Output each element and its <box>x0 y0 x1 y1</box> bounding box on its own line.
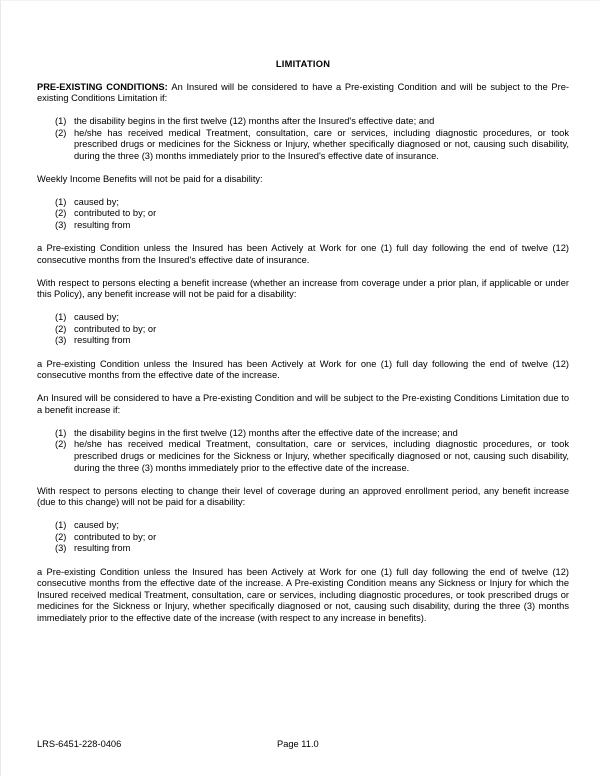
list-marker: (2) <box>55 439 67 450</box>
list-item <box>37 428 569 440</box>
list-item-text: the disability begins in the first twelve (12) months after the Insured's effective date; and <box>74 115 435 126</box>
list-item <box>37 532 569 544</box>
list-marker: (3) <box>55 219 67 230</box>
list-marker: (1) <box>55 115 67 126</box>
list-marker: (1) <box>55 312 67 323</box>
list-marker: (3) <box>55 543 67 554</box>
list-item <box>37 312 569 324</box>
benefit-increase-list <box>37 312 569 347</box>
list-item <box>37 324 569 336</box>
list-marker: (1) <box>55 196 67 207</box>
list-item <box>37 197 569 209</box>
weekly-income-benefits-paragraph: Weekly Income Benefits will not be paid for a disability: <box>37 173 263 184</box>
list-item-text: resulting from <box>74 219 131 230</box>
list-item <box>37 116 569 128</box>
list-marker: (1) <box>55 520 67 531</box>
pre-existing-conditions-paragraph <box>37 82 569 105</box>
list-item <box>37 335 569 347</box>
list-item-text: contributed to by; or <box>74 208 157 219</box>
final-paragraph: a Pre-existing Condition unless the Insured has been Actively at Work for one (1) full day following the end of twelve (12) consecutive months from the effective date of the increase. A Pre-existing Condition means any Sickness or Injury for which the Insured received medical Treatment, consultation, care or services, including diagnostic procedures, or took prescribed drugs or medicines for the Sickness or Injury, whether specifically diagnosed or not, causing such disability, during the three (3) months immediately prior to the effective date of the increase (with respect to any increase in benefits). <box>37 566 569 623</box>
list-marker: (2) <box>55 323 67 334</box>
list-marker: (1) <box>55 427 67 438</box>
list-item-text: the disability begins in the first twelve (12) months after the effective date of the increase; and <box>74 427 458 438</box>
list-marker: (2) <box>55 531 67 542</box>
list-item-text: caused by; <box>74 312 119 323</box>
list-item <box>37 543 569 555</box>
intro-conditions-list <box>37 116 569 162</box>
pre-existing-conditions-text: An Insured will be considered to have a Pre-existing Condition and will be subject to the Pre-existing Conditions Limitation if: <box>37 81 569 104</box>
list-item-text: resulting from <box>74 335 131 346</box>
level-change-intro-paragraph: With respect to persons electing to change their level of coverage during an approved enrollment period, any benefit increase (due to this change) will not be paid for a disability: <box>37 485 569 508</box>
benefit-increase-tail-paragraph: a Pre-existing Condition unless the Insured has been Actively at Work for one (1) full day following the end of twelve (12) consecutive months from the effective date of the increase. <box>37 358 569 381</box>
benefit-increase-conditions-list <box>37 428 569 474</box>
weekly-benefits-tail-paragraph: a Pre-existing Condition unless the Insured has been Actively at Work for one (1) full day following the end of twelve (12) consecutive months from the Insured's effective date of insurance. <box>37 243 569 265</box>
list-item-text: contributed to by; or <box>74 323 157 334</box>
list-item <box>37 208 569 220</box>
list-item-text: caused by; <box>74 196 119 207</box>
list-item-text: caused by; <box>74 520 119 531</box>
level-change-list <box>37 520 569 555</box>
pre-existing-conditions-label: PRE-EXISTING CONDITIONS: <box>37 81 168 92</box>
form-number: LRS-6451-228-0406 <box>37 739 122 749</box>
benefit-increase-condition-paragraph: An Insured will be considered to have a Pre-existing Condition and will be subject to the Pre-existing Conditions Limitation due to a benefit increase if: <box>37 393 569 415</box>
list-item <box>37 128 569 163</box>
page-number: Page 11.0 <box>277 739 319 749</box>
benefit-increase-intro-paragraph: With respect to persons electing a benefit increase (whether an increase from coverage under a prior plan, if applicable or under this Policy), any benefit increase will not be paid for a disability: <box>37 277 569 300</box>
list-marker: (2) <box>55 127 67 138</box>
list-item <box>37 220 569 232</box>
list-item-text: he/she has received medical Treatment, consultation, care or services, including diagnostic procedures, or took prescribed drugs or medicines for the Sickness or Injury, whether specifically diagnosed or not, causing such disability, during the three (3) months immediately prior to the Insured's effective date of insurance. <box>74 127 569 161</box>
list-item-text: he/she has received medical Treatment, consultation, care or services, including diagnostic procedures, or took prescribed drugs or medicines for the Sickness or Injury, whether specifically diagnosed or not, causing such disability, during the three (3) months immediately prior to the effective date of the increase. <box>74 439 569 473</box>
weekly-benefits-list <box>37 197 569 232</box>
list-marker: (2) <box>55 208 67 219</box>
document-body <box>37 58 569 624</box>
list-item-text: resulting from <box>74 543 131 554</box>
page-title: LIMITATION <box>275 59 331 69</box>
list-marker: (3) <box>55 335 67 346</box>
list-item-text: contributed to by; or <box>74 531 157 542</box>
list-item <box>37 439 569 474</box>
list-item <box>37 520 569 532</box>
